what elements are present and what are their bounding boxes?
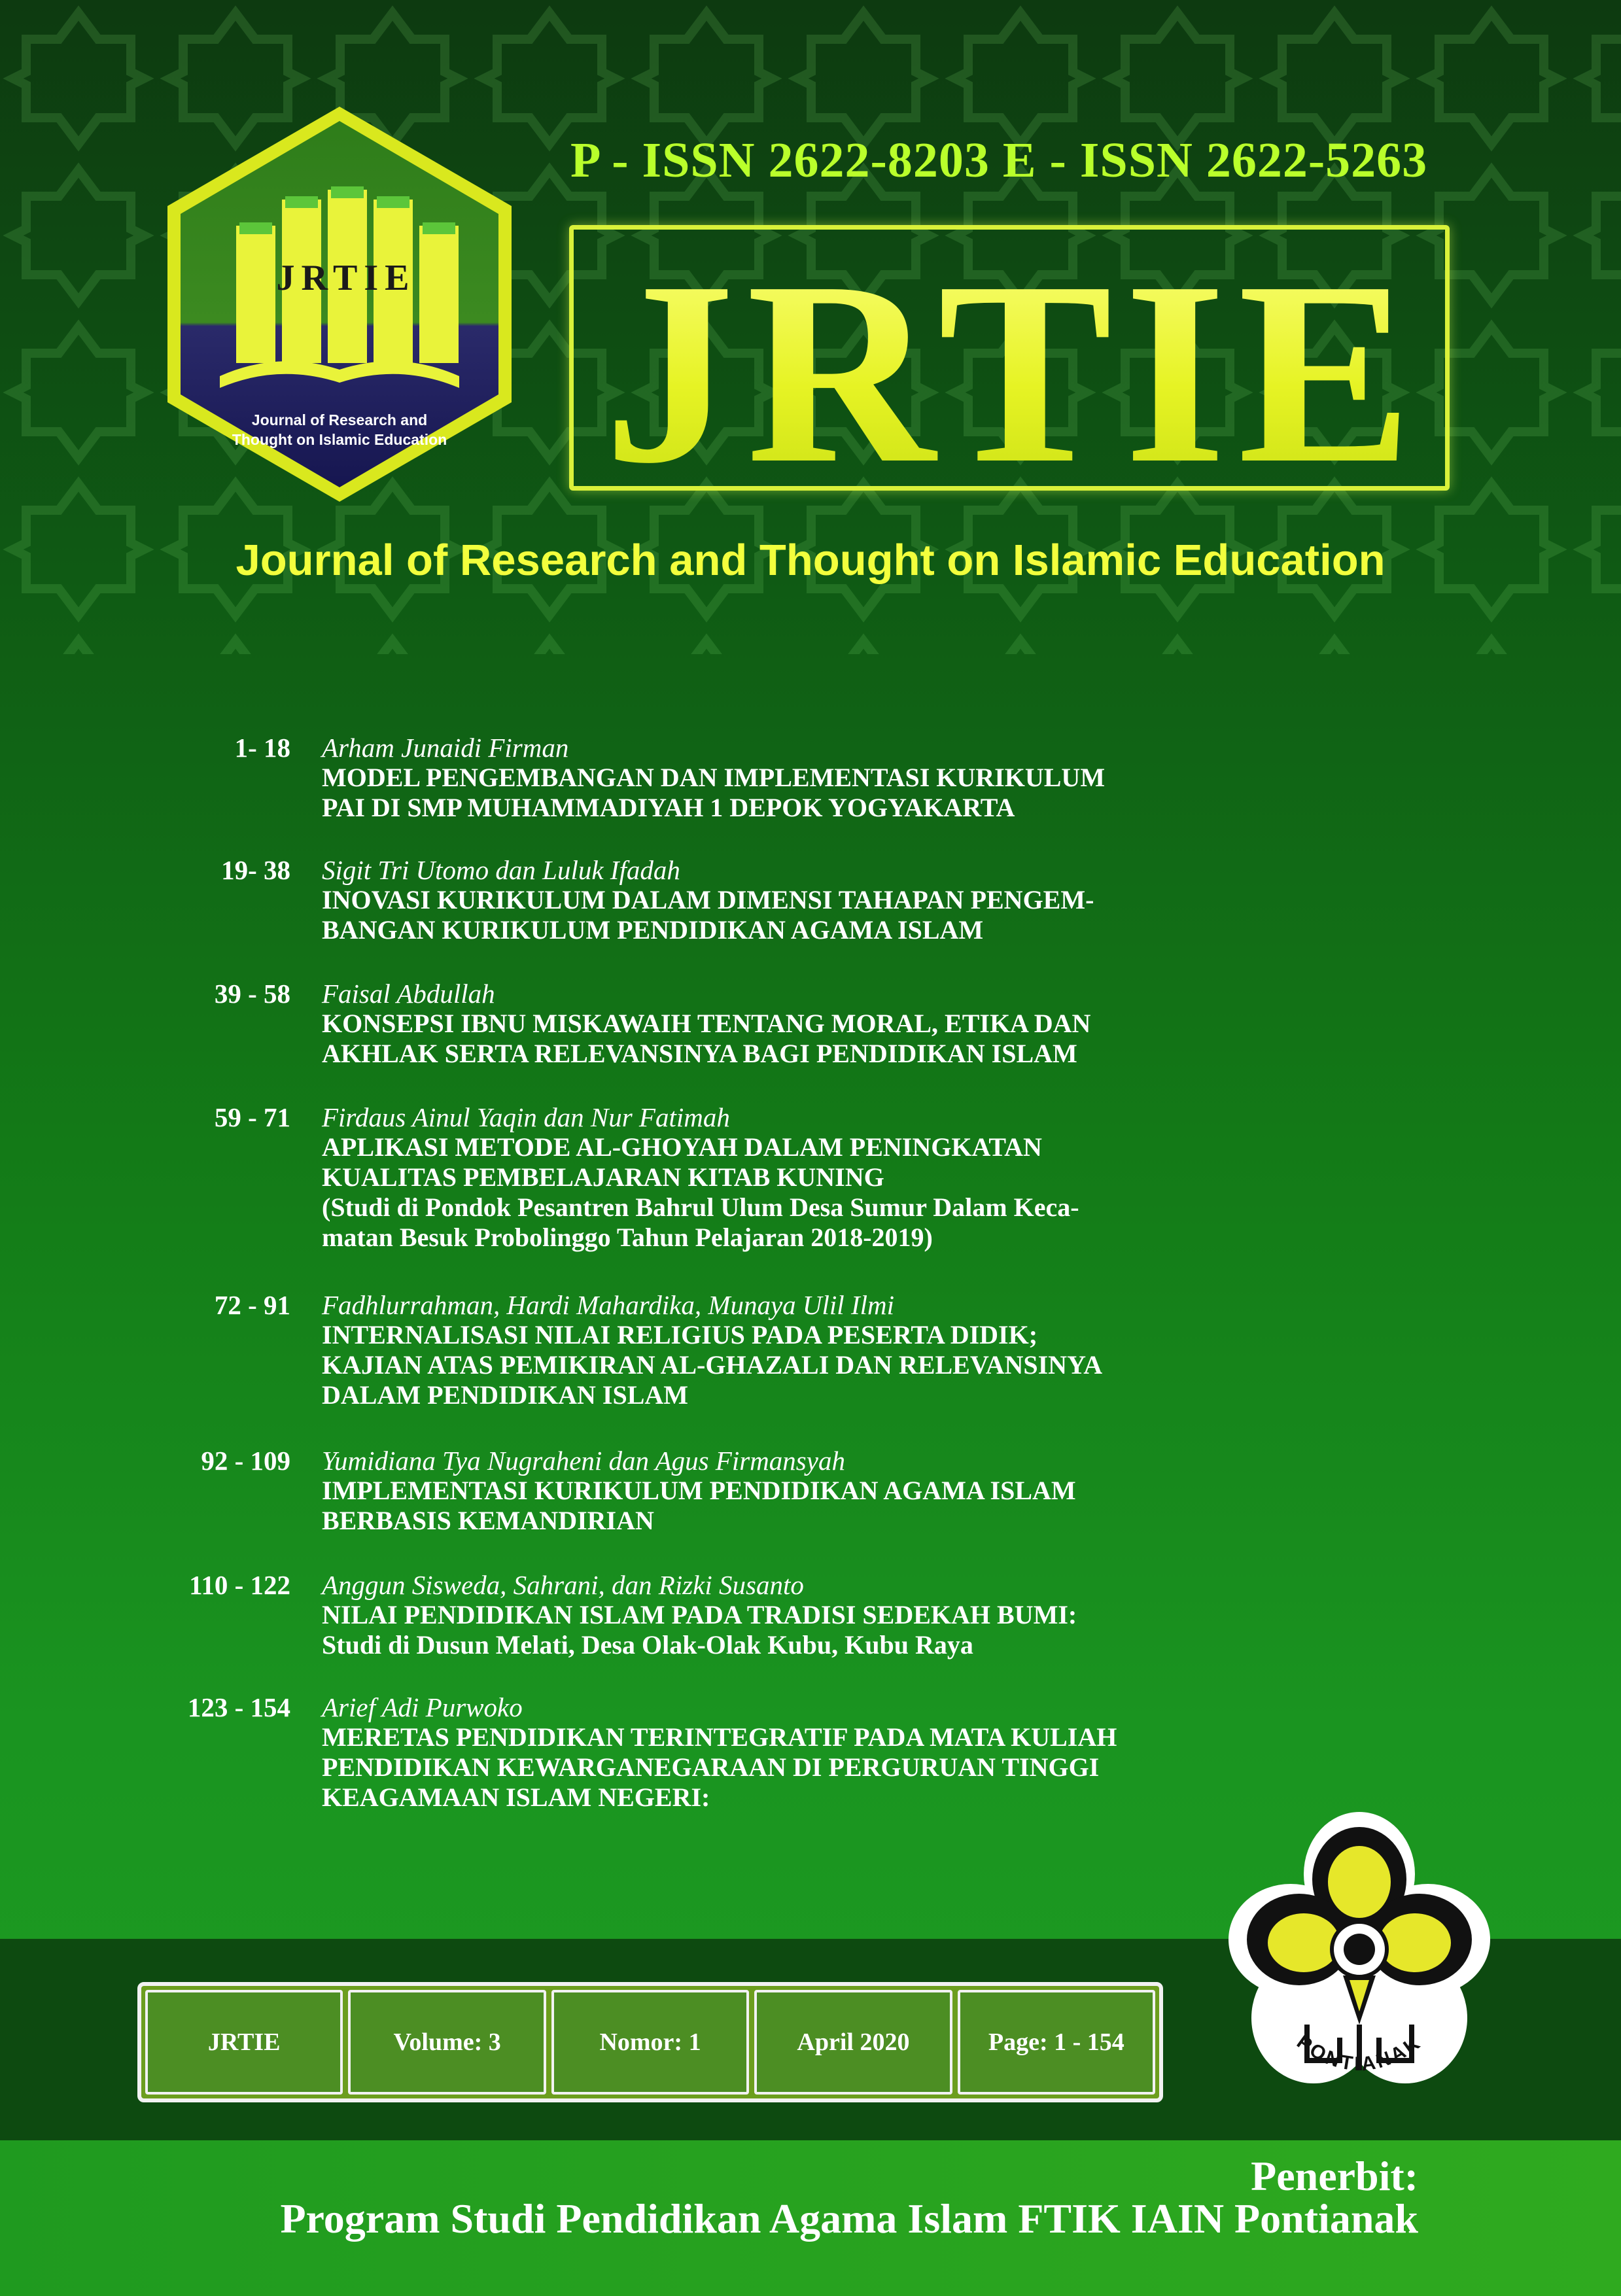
toc-author: Sigit Tri Utomo dan Luluk Ifadah (322, 855, 680, 885)
toc-pages: 1- 18 (234, 733, 290, 763)
seal-text: PONTIANAK (1293, 2030, 1426, 2076)
toc-pages: 72 - 91 (214, 1290, 290, 1320)
toc-author: Faisal Abdullah (322, 979, 495, 1009)
toc-author: Fadhlurrahman, Hardi Mahardika, Munaya Ulil Ilmi (322, 1290, 894, 1320)
toc-title-line: NILAI PENDIDIKAN ISLAM PADA TRADISI SEDEKAH BUMI: (322, 1600, 1077, 1629)
publisher-label: Penerbit: (1251, 2153, 1418, 2199)
toc-title-line: AKHLAK SERTA RELEVANSINYA BAGI PENDIDIKAN ISLAM (322, 1039, 1077, 1068)
toc-title-line: KEAGAMAAN ISLAM NEGERI: (322, 1783, 710, 1812)
toc-pages: 39 - 58 (214, 979, 290, 1009)
toc-author: Yumidiana Tya Nugraheni dan Agus Firmansyah (322, 1446, 845, 1476)
toc-pages: 92 - 109 (201, 1446, 290, 1476)
toc-title-line: KONSEPSI IBNU MISKAWAIH TENTANG MORAL, ETIKA DAN (322, 1009, 1091, 1038)
toc-title-line: matan Besuk Probolinggo Tahun Pelajaran 2018-2019) (322, 1223, 933, 1252)
publisher-name: Program Studi Pendidikan Agama Islam FTIK IAIN Pontianak (280, 2195, 1418, 2242)
toc-title-line: Studi di Dusun Melati, Desa Olak-Olak Kubu, Kubu Raya (322, 1630, 973, 1660)
toc-title-line: KAJIAN ATAS PEMIKIRAN AL-GHAZALI DAN RELEVANSINYA (322, 1350, 1103, 1380)
toc-author: Arham Junaidi Firman (322, 733, 569, 763)
toc-title-line: DALAM PENDIDIKAN ISLAM (322, 1380, 689, 1410)
journal-subtitle: Journal of Research and Thought on Islamic Education (235, 536, 1386, 585)
toc-title-line: INTERNALISASI NILAI RELIGIUS PADA PESERTA DIDIK; (322, 1320, 1038, 1349)
issue-info-box (137, 1982, 1163, 2102)
toc-title-line: PENDIDIKAN KEWARGANEGARAAN DI PERGURUAN TINGGI (322, 1752, 1100, 1782)
toc-author: Arief Adi Purwoko (322, 1692, 523, 1722)
toc-author: Anggun Sisweda, Sahrani, dan Rizki Susanto (322, 1570, 804, 1600)
toc-title-line: (Studi di Pondok Pesantren Bahrul Ulum Desa Sumur Dalam Keca- (322, 1192, 1079, 1222)
info-journal: JRTIE (145, 1990, 343, 2095)
emblem-text-line1: Journal of Research and (251, 411, 428, 428)
toc-author: Firdaus Ainul Yaqin dan Nur Fatimah (322, 1102, 730, 1132)
toc-title-line: MERETAS PENDIDIKAN TERINTEGRATIF PADA MATA KULIAH (322, 1722, 1117, 1752)
info-nomor: Nomor: 1 (551, 1990, 749, 2095)
info-volume: Volume: 3 (348, 1990, 546, 2095)
toc-title-line: PAI DI SMP MUHAMMADIYAH 1 DEPOK YOGYAKARTA (322, 793, 1015, 822)
toc-pages: 123 - 154 (187, 1692, 290, 1722)
iain-pontianak-seal (1229, 1809, 1490, 2123)
journal-title: JRTIE (589, 235, 1439, 510)
toc-pages: 19- 38 (221, 855, 290, 885)
toc-title-line: MODEL PENGEMBANGAN DAN IMPLEMENTASI KURIKULUM (322, 763, 1106, 792)
toc-pages: 59 - 71 (214, 1102, 290, 1132)
toc-title-line: INOVASI KURIKULUM DALAM DIMENSI TAHAPAN PENGEM- (322, 885, 1094, 914)
toc-title-line: IMPLEMENTASI KURIKULUM PENDIDIKAN AGAMA ISLAM (322, 1476, 1076, 1505)
info-pages: Page: 1 - 154 (958, 1990, 1155, 2095)
emblem-text-line2: Thought on Islamic Education (232, 431, 447, 448)
toc-title-line: APLIKASI METODE AL-GHOYAH DALAM PENINGKATAN (322, 1132, 1042, 1162)
toc-title-line: BANGAN KURIKULUM PENDIDIKAN AGAMA ISLAM (322, 915, 984, 945)
issn-line: P - ISSN 2622-8203 E - ISSN 2622-5263 (570, 133, 1428, 188)
toc-pages: 110 - 122 (189, 1570, 290, 1600)
jrtie-hexagon-emblem (161, 101, 518, 507)
toc-title-line: BERBASIS KEMANDIRIAN (322, 1506, 654, 1535)
toc-title-line: KUALITAS PEMBELAJARAN KITAB KUNING (322, 1162, 884, 1192)
svg-text:JRTIE: JRTIE (276, 258, 416, 298)
info-date: April 2020 (754, 1990, 952, 2095)
